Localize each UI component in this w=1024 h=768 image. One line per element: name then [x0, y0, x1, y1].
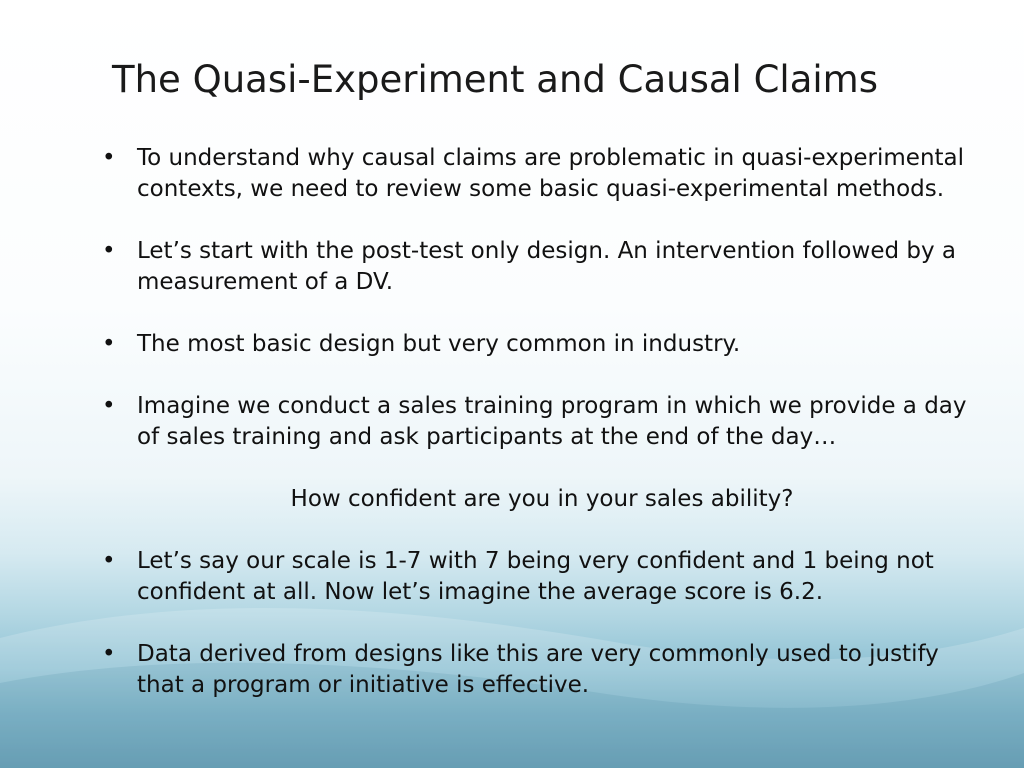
bullet-text: Let’s say our scale is 1-7 with 7 being very confident and 1 being not confident at all. Now let’s imagine the average score is 6.2.	[137, 548, 934, 605]
bullet-marker: •	[102, 331, 116, 357]
bullet-item	[102, 639, 982, 701]
slide-title: The Quasi-Experiment and Causal Claims	[112, 58, 878, 101]
bullet-item	[102, 329, 982, 360]
bullet-text: To understand why causal claims are problematic in quasi-experimental contexts, we need to review some basic quasi-experimental methods.	[137, 145, 965, 202]
bullet-marker: •	[102, 641, 116, 667]
bullet-marker: •	[102, 393, 116, 419]
bullet-marker: •	[102, 145, 116, 171]
bullet-text: The most basic design but very common in industry.	[137, 331, 741, 357]
bullet-text: Imagine we conduct a sales training program in which we provide a day of sales training and ask participants at the end of the day…	[137, 393, 967, 450]
bullet-text: Let’s start with the post-test only design. An intervention followed by a measurement of a DV.	[137, 238, 956, 295]
bullet-marker: •	[102, 238, 116, 264]
bullet-item	[102, 236, 982, 298]
bullet-text: Data derived from designs like this are very commonly used to justify that a program or initiative is effective.	[137, 641, 939, 698]
bullet-item	[102, 391, 982, 453]
bullet-marker: •	[102, 548, 116, 574]
survey-question: How confident are you in your sales ability?	[290, 486, 794, 512]
slide-body	[102, 143, 982, 701]
bullet-item	[102, 143, 982, 205]
bullet-item	[102, 546, 982, 608]
